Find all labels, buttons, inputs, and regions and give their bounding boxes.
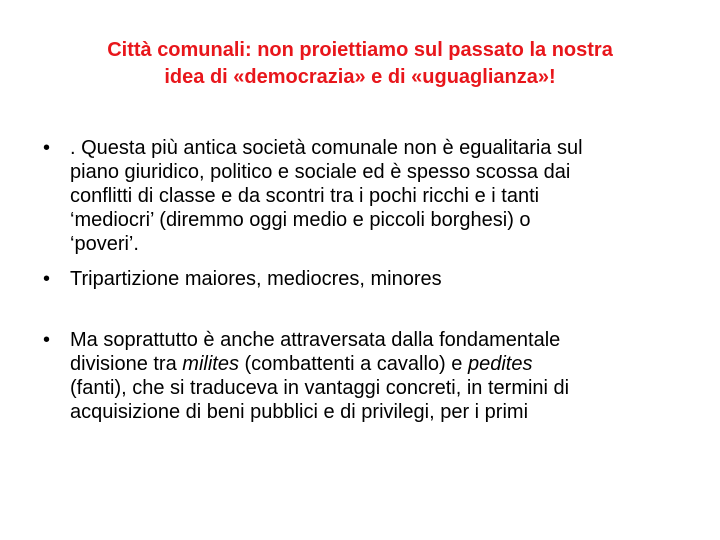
bullet-1-line-1: . Questa più antica società comunale non è egualitaria sul	[70, 137, 583, 159]
bullet-1-line-4: ‘mediocri’ (diremmo oggi medio e piccoli borghesi) o	[70, 209, 531, 231]
bullet-dot-icon: •	[43, 268, 51, 290]
bullet-1-line-3: conflitti di classe e da scontri tra i pochi ricchi e i tanti	[70, 185, 540, 207]
bullet-text-1	[70, 136, 690, 256]
bullet-3-line-1: Ma soprattutto è anche attraversata dalla fondamentale	[70, 329, 561, 351]
slide-title-line-2: idea di «democrazia» e di «uguaglianza»!	[164, 66, 556, 88]
bullet-text-3	[70, 328, 690, 424]
term-pedites: pedites	[467, 353, 533, 375]
bullet-dot-icon: •	[43, 329, 51, 351]
bullet-2-line-1: Tripartizione maiores, mediocres, minores	[70, 268, 442, 290]
bullet-3-line-4: acquisizione di beni pubblici e di privilegi, per i primi	[70, 401, 529, 423]
bullet-text-2	[70, 267, 690, 291]
slide-title	[40, 37, 680, 91]
bullet-3-line-2-pre: divisione tra	[70, 353, 183, 375]
bullet-3-line-3: (fanti), che si traduceva in vantaggi concreti, in termini di	[70, 377, 570, 399]
slide-title-line-1: Città comunali: non proiettiamo sul passato la nostra	[107, 39, 613, 61]
bullet-dot-icon: •	[43, 137, 51, 159]
bullet-1-line-2: piano giuridico, politico e sociale ed è spesso scossa dai	[70, 161, 571, 183]
term-milites: milites	[182, 353, 239, 375]
bullet-3-line-2-mid: (combattenti a cavallo) e	[238, 353, 468, 375]
bullet-1-line-5: ‘poveri’.	[70, 233, 139, 255]
bullet-3-line-2	[70, 352, 690, 376]
